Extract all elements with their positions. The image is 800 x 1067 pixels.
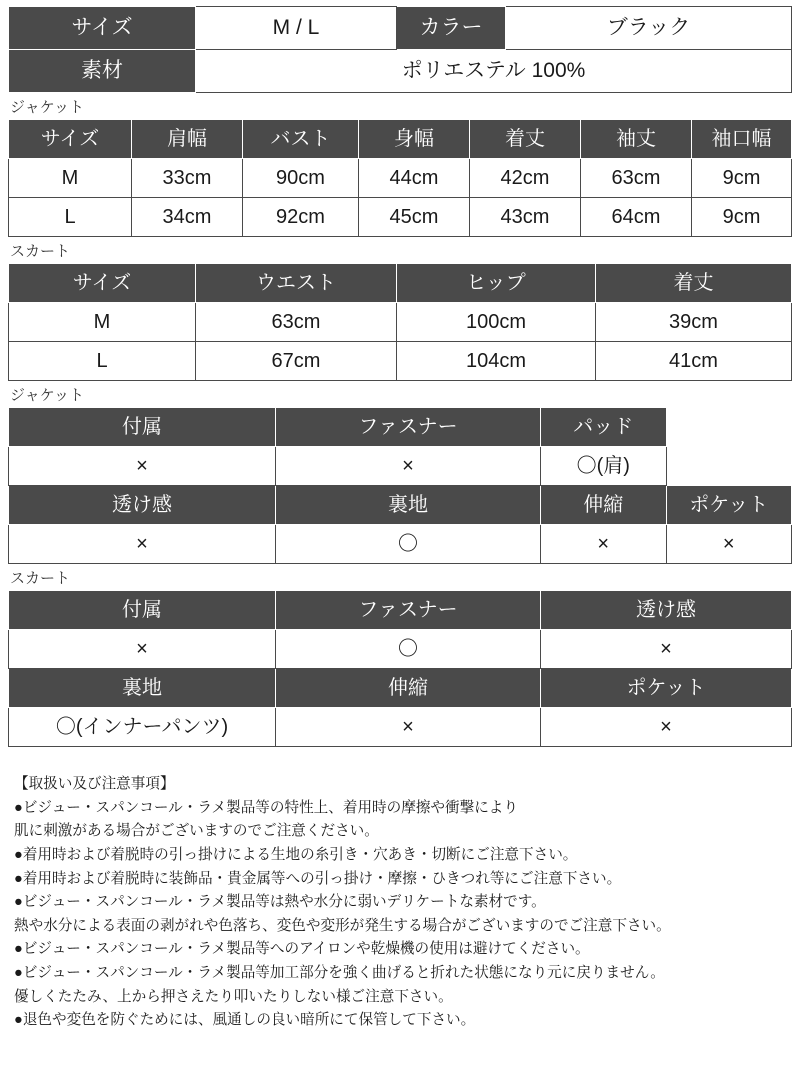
notes-line: 肌に刺激がある場合がございますのでご注意ください。 [14, 823, 379, 840]
table-header-row [9, 264, 792, 303]
cell-zipper: 〇 [276, 630, 541, 669]
cell-l-size: L [9, 342, 196, 381]
notes-line: ●着用時および着脱時の引っ掛けによる生地の糸引き・穴あき・切断にご注意下さい。 [14, 846, 578, 863]
jacket-detail-label: ジャケット [10, 387, 84, 404]
cell-l-cuff-width: 9cm [692, 198, 792, 237]
cell-lining: 〇 [276, 525, 541, 564]
col-header-hip: ヒップ [397, 264, 596, 303]
jacket-size-label: ジャケット [10, 99, 84, 116]
spec-material-value: ポリエステル 100% [196, 50, 792, 93]
table-row [9, 50, 792, 93]
table-header-row [9, 669, 792, 708]
cell-stretch: × [276, 708, 541, 747]
cell-l-hip: 104cm [397, 342, 596, 381]
cell-l-body-width: 45cm [359, 198, 470, 237]
col-header-body-width: 身幅 [359, 120, 470, 159]
table-row [9, 7, 792, 50]
col-header-sheerness: 透け感 [9, 486, 276, 525]
notes-title: 【取扱い及び注意事項】 [14, 776, 175, 792]
spec-material-header: 素材 [9, 50, 196, 93]
notes-line: ●ビジュー・スパンコール・ラメ製品等加工部分を強く曲げると折れた状態になり元に戻りません。 [14, 965, 665, 982]
cell-pocket: × [541, 708, 792, 747]
skirt-detail-label: スカート [10, 570, 71, 587]
spec-size-header: サイズ [9, 7, 196, 50]
cell-l-length: 43cm [470, 198, 581, 237]
cell-m-body-width: 44cm [359, 159, 470, 198]
cell-accessory: × [9, 630, 276, 669]
skirt-size-table [8, 263, 792, 381]
col-header-waist: ウエスト [196, 264, 397, 303]
cell-l-bust: 92cm [243, 198, 359, 237]
cell-m-waist: 63cm [196, 303, 397, 342]
col-header-size: サイズ [9, 120, 132, 159]
skirt-detail-table [8, 590, 792, 747]
table-header-row [9, 591, 792, 630]
jacket-size-table [8, 119, 792, 237]
table-row [9, 159, 792, 198]
col-header-pad: パッド [541, 408, 667, 447]
table-row [9, 198, 792, 237]
col-header-sleeve-length: 袖丈 [581, 120, 692, 159]
col-header-length: 着丈 [596, 264, 792, 303]
col-header-shoulder: 肩幅 [132, 120, 243, 159]
col-header-length: 着丈 [470, 120, 581, 159]
col-header-pocket: ポケット [541, 669, 792, 708]
cell-pocket: × [666, 525, 792, 564]
jacket-detail-table [8, 407, 792, 564]
cell-l-sleeve-length: 64cm [581, 198, 692, 237]
col-header-zipper: ファスナー [276, 591, 541, 630]
spec-color-value: ブラック [506, 7, 792, 50]
col-header-size: サイズ [9, 264, 196, 303]
col-header-bust: バスト [243, 120, 359, 159]
col-header-lining: 裏地 [9, 669, 276, 708]
cell-stretch: × [541, 525, 667, 564]
notes-line: 熱や水分による表面の剥がれや色落ち、変色や変形が発生する場合がございますのでご注意下さい。 [14, 917, 671, 934]
col-header-lining: 裏地 [276, 486, 541, 525]
notes-line: ●着用時および着脱時に装飾品・貴金属等への引っ掛け・摩擦・ひきつれ等にご注意下さい。 [14, 870, 622, 887]
cell-m-hip: 100cm [397, 303, 596, 342]
cell-sheerness: × [541, 630, 792, 669]
cell-accessory: × [9, 447, 276, 486]
cell-m-length: 42cm [470, 159, 581, 198]
col-header-stretch: 伸縮 [541, 486, 667, 525]
cell-m-length: 39cm [596, 303, 792, 342]
table-header-row [9, 486, 792, 525]
care-notes [8, 773, 792, 1033]
cell-m-sleeve-length: 63cm [581, 159, 692, 198]
spec-size-value: M / L [196, 7, 397, 50]
table-header-row [9, 120, 792, 159]
cell-m-bust: 90cm [243, 159, 359, 198]
table-row [9, 708, 792, 747]
cell-m-size: M [9, 303, 196, 342]
cell-l-length: 41cm [596, 342, 792, 381]
col-header-zipper: ファスナー [276, 408, 541, 447]
cell-sheerness: × [9, 525, 276, 564]
table-row [9, 630, 792, 669]
table-row [9, 303, 792, 342]
spec-color-header: カラー [397, 7, 506, 50]
cell-l-size: L [9, 198, 132, 237]
cell-m-size: M [9, 159, 132, 198]
table-header-row [9, 408, 792, 447]
cell-l-shoulder: 34cm [132, 198, 243, 237]
cell-zipper: × [276, 447, 541, 486]
table-row [9, 525, 792, 564]
notes-line: ●退色や変色を防ぐためには、風通しの良い暗所にて保管して下さい。 [14, 1012, 476, 1029]
cell-m-cuff-width: 9cm [692, 159, 792, 198]
col-header-pocket: ポケット [666, 486, 792, 525]
cell-pad: 〇(肩) [541, 447, 667, 486]
cell-m-shoulder: 33cm [132, 159, 243, 198]
col-header-cuff-width: 袖口幅 [692, 120, 792, 159]
notes-line: ●ビジュー・スパンコール・ラメ製品等へのアイロンや乾燥機の使用は避けてください。 [14, 941, 590, 958]
notes-line: 優しくたたみ、上から押さえたり叩いたりしない様ご注意下さい。 [14, 988, 453, 1005]
spec-summary-table [8, 6, 792, 93]
col-header-sheerness: 透け感 [541, 591, 792, 630]
table-row [9, 447, 792, 486]
col-header-accessory: 付属 [9, 408, 276, 447]
skirt-size-label: スカート [10, 243, 71, 260]
table-row [9, 342, 792, 381]
cell-lining: 〇(インナーパンツ) [9, 708, 276, 747]
col-header-stretch: 伸縮 [276, 669, 541, 708]
notes-line: ●ビジュー・スパンコール・ラメ製品等は熱や水分に弱いデリケートな素材です。 [14, 894, 546, 911]
notes-line: ●ビジュー・スパンコール・ラメ製品等の特性上、着用時の摩擦や衝撃により [14, 799, 518, 816]
col-header-accessory: 付属 [9, 591, 276, 630]
cell-l-waist: 67cm [196, 342, 397, 381]
